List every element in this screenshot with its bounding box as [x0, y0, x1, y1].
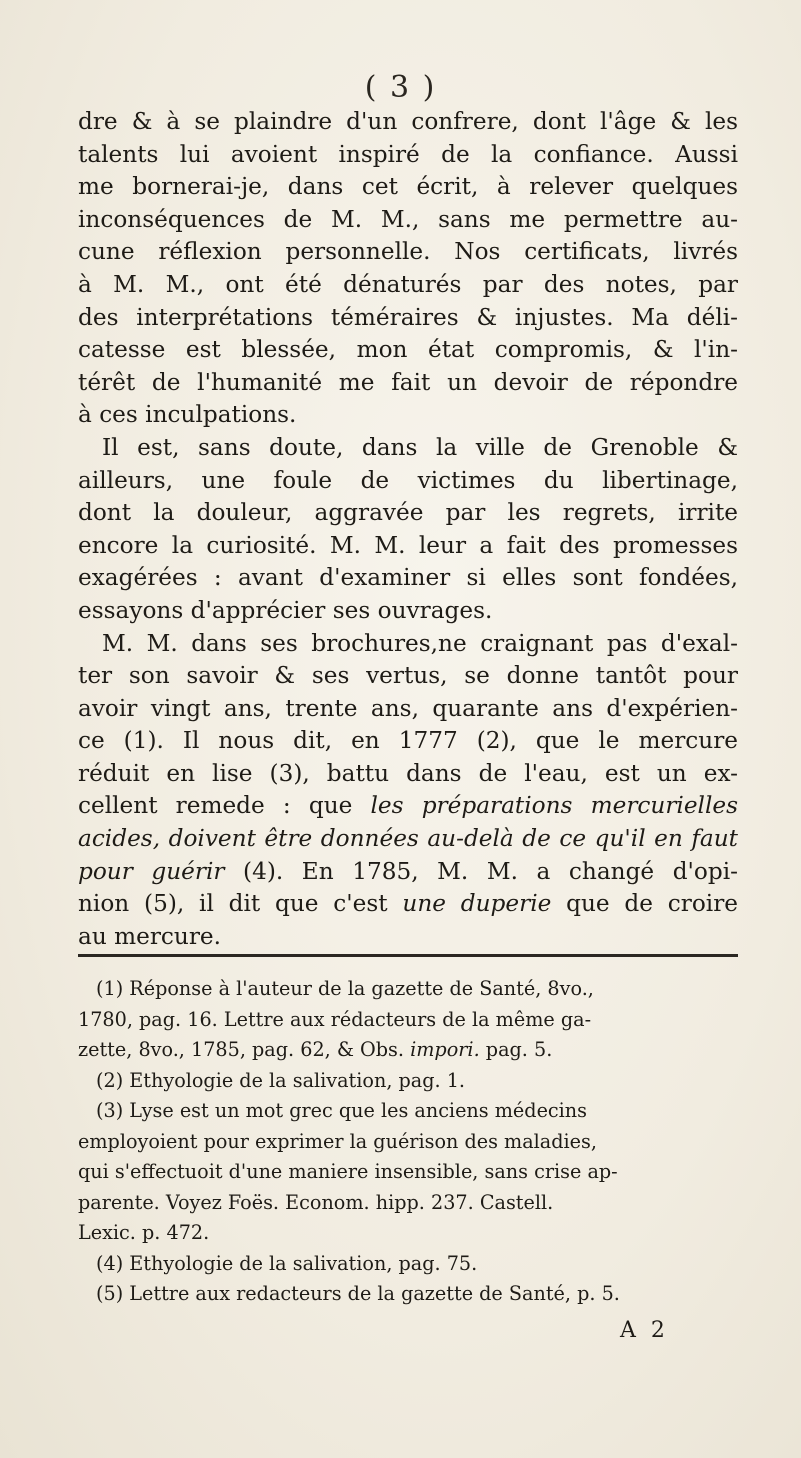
text-line — [78, 888, 738, 921]
text-line: me bornerai-je, dans cet écrit, à relever quelques — [78, 173, 738, 201]
text-line: dre & à se plaindre d'un confrere, dont l'âge & les — [78, 108, 738, 135]
text-line: ce (1). Il nous dit, en 1777 (2), que le mercure — [78, 727, 738, 755]
text-line: inconséquences de M. M., sans me permettre au- — [78, 205, 738, 233]
text-line: des interprétations téméraires & injustes. Ma déli- — [78, 303, 738, 331]
text-line: à ces inculpations. — [78, 401, 297, 429]
footnote-line: (1) Réponse à l'auteur de la gazette de Santé, 8vo., — [96, 977, 594, 1000]
footnote-line: parente. Voyez Foës. Econom. hipp. 237. Castell. — [78, 1190, 554, 1214]
footnote-line: (4) Ethyologie de la salivation, pag. 75. — [96, 1251, 478, 1275]
text-line: dont la douleur, aggravée par les regrets, irrite — [78, 499, 738, 527]
footnote-line: qui s'effectuoit d'une maniere insensible, sans crise ap- — [78, 1160, 618, 1183]
italic-phrase: impori. — [410, 1038, 480, 1061]
text-line: ailleurs, une foule de victimes du libertinage, — [78, 466, 738, 494]
footnote-line: (2) Ethyologie de la salivation, pag. 1. — [96, 1068, 466, 1092]
text-line: Il est, sans doute, dans la ville de Grenoble & — [102, 433, 738, 461]
text-segment: que de croire — [566, 890, 739, 918]
footnote-line: 1780, pag. 16. Lettre aux rédacteurs de la même ga- — [78, 1007, 592, 1031]
text-line: réduit en lise (3), battu dans de l'eau, est un ex- — [78, 759, 738, 787]
page-number: ( 3 ) — [364, 70, 437, 105]
text-line: à M. M., ont été dénaturés par des notes, par — [78, 270, 738, 298]
signature-mark: A 2 — [620, 1318, 669, 1343]
text-line: essayons d'apprécier ses ouvrages. — [78, 596, 493, 624]
text-line — [78, 790, 738, 823]
text-line: catesse est blessée, mon état compromis, & l'in- — [78, 336, 738, 364]
footnote-line: (3) Lyse est un mot grec que les anciens médecins — [96, 1099, 588, 1122]
text-segment: (4). En 1785, M. M. a changé d'opi- — [243, 857, 738, 885]
text-line: M. M. dans ses brochures,ne craignant pas d'exal- — [102, 629, 738, 657]
italic-phrase: une duperie — [402, 890, 552, 918]
footnote-line: (5) Lettre aux redacteurs de la gazette de Santé, p. 5. — [96, 1282, 620, 1305]
text-line: encore la curiosité. M. M. leur a fait des promesses — [78, 531, 738, 559]
text-line: térêt de l'humanité me fait un devoir de répondre — [78, 368, 738, 396]
text-segment: nion (5), il dit que c'est — [78, 890, 388, 918]
footnote-line — [78, 1035, 738, 1066]
text-segment: pag. 5. — [485, 1038, 553, 1061]
text-line: avoir vingt ans, trente ans, quarante ans d'expérien- — [78, 694, 738, 722]
italic-phrase: les préparations mercurielles — [370, 792, 738, 820]
main-text — [78, 106, 738, 953]
text-line — [78, 823, 738, 856]
footnote-separator — [78, 954, 738, 957]
footnotes — [78, 974, 738, 1310]
text-segment: zette, 8vo., 1785, pag. 62, & Obs. — [78, 1038, 404, 1061]
text-line: ter son savoir & ses vertus, se donne tantôt pour — [78, 662, 738, 690]
text-line — [78, 856, 738, 889]
text-line: cune réflexion personnelle. Nos certificats, livrés — [78, 238, 738, 266]
italic-phrase: acides, doivent être données au-delà de ce qu'il en faut — [78, 825, 738, 853]
italic-phrase: pour guérir — [78, 857, 225, 885]
text-line: au mercure. — [78, 922, 222, 950]
text-line: talents lui avoient inspiré de la confiance. Aussi — [78, 140, 738, 168]
footnote-line: employoient pour exprimer la guérison des maladies, — [78, 1129, 597, 1153]
text-segment: cellent remede : que — [78, 792, 353, 820]
text-line: exagérées : avant d'examiner si elles sont fondées, — [78, 564, 738, 592]
footnote-line: Lexic. p. 472. — [78, 1221, 210, 1244]
